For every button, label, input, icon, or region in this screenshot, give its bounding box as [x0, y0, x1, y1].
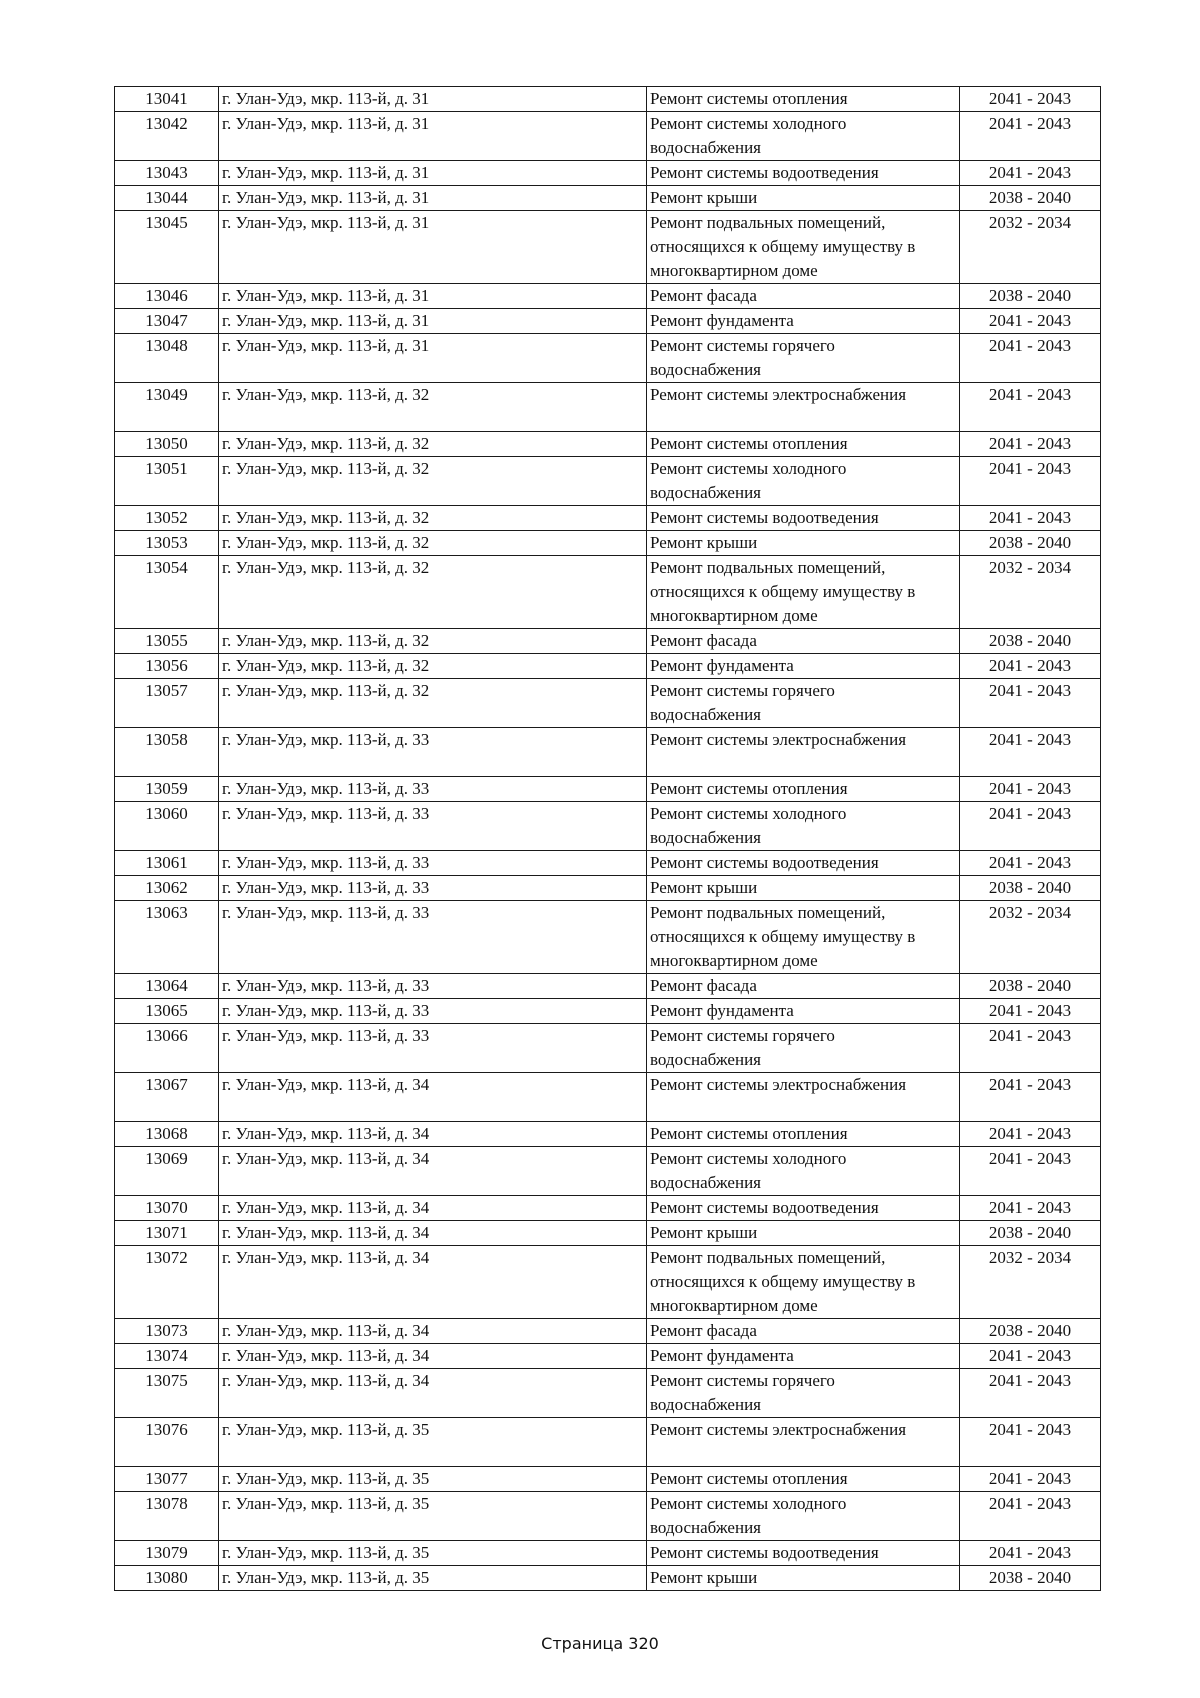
work-type-line: Ремонт фасада — [650, 976, 757, 995]
row-number-cell: 13060 — [115, 802, 219, 851]
table-row — [115, 186, 1101, 211]
work-type-line: водоснабжения — [650, 1050, 761, 1069]
work-type-line: Ремонт крыши — [650, 1568, 758, 1587]
address-cell: г. Улан-Удэ, мкр. 113-й, д. 33 — [219, 728, 647, 777]
period-cell: 2041 - 2043 — [960, 851, 1101, 876]
work-type-cell — [647, 1418, 960, 1467]
row-number-cell: 13044 — [115, 186, 219, 211]
work-type-cell — [647, 211, 960, 284]
work-type-line: Ремонт системы водоотведения — [650, 1543, 879, 1562]
row-number-cell: 13076 — [115, 1418, 219, 1467]
address-cell: г. Улан-Удэ, мкр. 113-й, д. 32 — [219, 679, 647, 728]
address-cell: г. Улан-Удэ, мкр. 113-й, д. 34 — [219, 1369, 647, 1418]
work-type-cell — [647, 654, 960, 679]
period-cell: 2041 - 2043 — [960, 334, 1101, 383]
period-cell: 2041 - 2043 — [960, 999, 1101, 1024]
period-cell: 2041 - 2043 — [960, 506, 1101, 531]
work-type-cell — [647, 334, 960, 383]
work-type-cell — [647, 1073, 960, 1122]
address-cell: г. Улан-Удэ, мкр. 113-й, д. 31 — [219, 334, 647, 383]
period-cell: 2041 - 2043 — [960, 1344, 1101, 1369]
address-cell: г. Улан-Удэ, мкр. 113-й, д. 32 — [219, 457, 647, 506]
work-type-line: относящихся к общему имуществу в — [650, 1272, 916, 1291]
address-cell: г. Улан-Удэ, мкр. 113-й, д. 34 — [219, 1122, 647, 1147]
period-cell: 2038 - 2040 — [960, 1319, 1101, 1344]
work-type-line: многоквартирном доме — [650, 1296, 818, 1315]
period-cell: 2032 - 2034 — [960, 901, 1101, 974]
work-type-cell — [647, 284, 960, 309]
work-type-line: Ремонт системы электроснабжения — [650, 730, 907, 749]
work-type-cell — [647, 999, 960, 1024]
table-row — [115, 383, 1101, 432]
work-type-line: Ремонт крыши — [650, 188, 758, 207]
work-type-line: относящихся к общему имуществу в — [650, 237, 916, 256]
work-type-line: Ремонт системы холодного — [650, 114, 847, 133]
table-row — [115, 1319, 1101, 1344]
work-type-line: Ремонт системы холодного — [650, 1494, 847, 1513]
work-type-line: Ремонт фасада — [650, 631, 757, 650]
address-cell: г. Улан-Удэ, мкр. 113-й, д. 35 — [219, 1418, 647, 1467]
table-row — [115, 556, 1101, 629]
address-cell: г. Улан-Удэ, мкр. 113-й, д. 33 — [219, 876, 647, 901]
work-type-line: Ремонт крыши — [650, 533, 758, 552]
period-cell: 2041 - 2043 — [960, 1492, 1101, 1541]
period-cell: 2041 - 2043 — [960, 112, 1101, 161]
work-type-line: Ремонт системы отопления — [650, 89, 848, 108]
work-type-line: Ремонт системы водоотведения — [650, 853, 879, 872]
work-type-line — [650, 1442, 955, 1466]
work-type-cell — [647, 1541, 960, 1566]
work-type-line: Ремонт системы отопления — [650, 1124, 848, 1143]
work-type-cell — [647, 777, 960, 802]
table-row — [115, 679, 1101, 728]
table-row — [115, 457, 1101, 506]
work-type-line — [650, 1097, 955, 1121]
work-type-line: Ремонт фундамента — [650, 1346, 794, 1365]
work-type-cell — [647, 87, 960, 112]
work-type-line: водоснабжения — [650, 1173, 761, 1192]
table-row — [115, 999, 1101, 1024]
work-type-line: водоснабжения — [650, 1518, 761, 1537]
work-type-cell — [647, 851, 960, 876]
period-cell: 2041 - 2043 — [960, 654, 1101, 679]
row-number-cell: 13053 — [115, 531, 219, 556]
address-cell: г. Улан-Удэ, мкр. 113-й, д. 31 — [219, 309, 647, 334]
address-cell: г. Улан-Удэ, мкр. 113-й, д. 34 — [219, 1196, 647, 1221]
address-cell: г. Улан-Удэ, мкр. 113-й, д. 34 — [219, 1344, 647, 1369]
address-cell: г. Улан-Удэ, мкр. 113-й, д. 31 — [219, 87, 647, 112]
table-row — [115, 309, 1101, 334]
page-number: Страница 320 — [541, 1634, 659, 1653]
work-type-cell — [647, 1024, 960, 1073]
work-type-cell — [647, 974, 960, 999]
address-cell: г. Улан-Удэ, мкр. 113-й, д. 32 — [219, 383, 647, 432]
work-type-cell — [647, 1122, 960, 1147]
table-row — [115, 1369, 1101, 1418]
address-cell: г. Улан-Удэ, мкр. 113-й, д. 33 — [219, 777, 647, 802]
work-type-cell — [647, 1492, 960, 1541]
address-cell: г. Улан-Удэ, мкр. 113-й, д. 35 — [219, 1467, 647, 1492]
work-type-line: Ремонт системы отопления — [650, 1469, 848, 1488]
period-cell: 2041 - 2043 — [960, 679, 1101, 728]
work-type-cell — [647, 556, 960, 629]
work-type-line: водоснабжения — [650, 138, 761, 157]
work-type-cell — [647, 531, 960, 556]
work-type-cell — [647, 679, 960, 728]
row-number-cell: 13054 — [115, 556, 219, 629]
work-type-line: Ремонт системы электроснабжения — [650, 1075, 907, 1094]
period-cell: 2041 - 2043 — [960, 1369, 1101, 1418]
row-number-cell: 13063 — [115, 901, 219, 974]
period-cell: 2032 - 2034 — [960, 211, 1101, 284]
table-row — [115, 728, 1101, 777]
table-row — [115, 1566, 1101, 1591]
address-cell: г. Улан-Удэ, мкр. 113-й, д. 31 — [219, 112, 647, 161]
address-cell: г. Улан-Удэ, мкр. 113-й, д. 35 — [219, 1566, 647, 1591]
table-row — [115, 1246, 1101, 1319]
row-number-cell: 13065 — [115, 999, 219, 1024]
work-type-cell — [647, 1319, 960, 1344]
row-number-cell: 13042 — [115, 112, 219, 161]
address-cell: г. Улан-Удэ, мкр. 113-й, д. 32 — [219, 432, 647, 457]
table-row — [115, 1541, 1101, 1566]
table-row — [115, 1418, 1101, 1467]
row-number-cell: 13056 — [115, 654, 219, 679]
table-row — [115, 1147, 1101, 1196]
work-type-line: Ремонт системы отопления — [650, 434, 848, 453]
work-type-line — [650, 752, 955, 776]
table-row — [115, 777, 1101, 802]
row-number-cell: 13062 — [115, 876, 219, 901]
period-cell: 2041 - 2043 — [960, 1122, 1101, 1147]
table-row — [115, 802, 1101, 851]
table-row — [115, 901, 1101, 974]
address-cell: г. Улан-Удэ, мкр. 113-й, д. 33 — [219, 851, 647, 876]
work-type-line: Ремонт системы электроснабжения — [650, 1420, 907, 1439]
period-cell: 2038 - 2040 — [960, 284, 1101, 309]
period-cell: 2041 - 2043 — [960, 87, 1101, 112]
row-number-cell: 13069 — [115, 1147, 219, 1196]
work-type-line: многоквартирном доме — [650, 951, 818, 970]
period-cell: 2041 - 2043 — [960, 1147, 1101, 1196]
period-cell: 2038 - 2040 — [960, 1566, 1101, 1591]
row-number-cell: 13052 — [115, 506, 219, 531]
row-number-cell: 13074 — [115, 1344, 219, 1369]
table-row — [115, 1467, 1101, 1492]
address-cell: г. Улан-Удэ, мкр. 113-й, д. 33 — [219, 802, 647, 851]
period-cell: 2041 - 2043 — [960, 777, 1101, 802]
period-cell: 2041 - 2043 — [960, 1073, 1101, 1122]
work-type-cell — [647, 1467, 960, 1492]
table-row — [115, 1221, 1101, 1246]
work-type-cell — [647, 1369, 960, 1418]
work-type-line: Ремонт системы горячего — [650, 681, 835, 700]
address-cell: г. Улан-Удэ, мкр. 113-й, д. 31 — [219, 284, 647, 309]
table-row — [115, 161, 1101, 186]
address-cell: г. Улан-Удэ, мкр. 113-й, д. 33 — [219, 999, 647, 1024]
address-cell: г. Улан-Удэ, мкр. 113-й, д. 35 — [219, 1492, 647, 1541]
work-type-cell — [647, 1246, 960, 1319]
work-type-line: Ремонт системы электроснабжения — [650, 385, 907, 404]
work-type-line: водоснабжения — [650, 828, 761, 847]
work-type-line: Ремонт фундамента — [650, 311, 794, 330]
work-type-cell — [647, 161, 960, 186]
table-body — [115, 87, 1101, 1591]
period-cell: 2038 - 2040 — [960, 531, 1101, 556]
work-type-cell — [647, 506, 960, 531]
work-type-cell — [647, 728, 960, 777]
period-cell: 2032 - 2034 — [960, 556, 1101, 629]
period-cell: 2041 - 2043 — [960, 1418, 1101, 1467]
address-cell: г. Улан-Удэ, мкр. 113-й, д. 34 — [219, 1221, 647, 1246]
period-cell: 2038 - 2040 — [960, 629, 1101, 654]
period-cell: 2041 - 2043 — [960, 802, 1101, 851]
work-type-line: Ремонт фундамента — [650, 1001, 794, 1020]
period-cell: 2041 - 2043 — [960, 432, 1101, 457]
row-number-cell: 13077 — [115, 1467, 219, 1492]
work-type-line: Ремонт системы горячего — [650, 1371, 835, 1390]
period-cell: 2041 - 2043 — [960, 161, 1101, 186]
row-number-cell: 13072 — [115, 1246, 219, 1319]
row-number-cell: 13051 — [115, 457, 219, 506]
work-type-line: многоквартирном доме — [650, 261, 818, 280]
work-type-cell — [647, 1221, 960, 1246]
row-number-cell: 13064 — [115, 974, 219, 999]
table-row — [115, 851, 1101, 876]
table-row — [115, 1073, 1101, 1122]
work-type-line: Ремонт подвальных помещений, — [650, 213, 886, 232]
work-type-cell — [647, 901, 960, 974]
address-cell: г. Улан-Удэ, мкр. 113-й, д. 31 — [219, 186, 647, 211]
work-type-cell — [647, 629, 960, 654]
row-number-cell: 13080 — [115, 1566, 219, 1591]
work-type-line: водоснабжения — [650, 705, 761, 724]
table-row — [115, 1492, 1101, 1541]
work-type-cell — [647, 457, 960, 506]
table-row — [115, 876, 1101, 901]
work-type-cell — [647, 432, 960, 457]
work-type-cell — [647, 383, 960, 432]
table-row — [115, 284, 1101, 309]
work-type-line: Ремонт фундамента — [650, 656, 794, 675]
address-cell: г. Улан-Удэ, мкр. 113-й, д. 31 — [219, 161, 647, 186]
work-type-cell — [647, 309, 960, 334]
table-row — [115, 334, 1101, 383]
work-type-line: Ремонт системы водоотведения — [650, 508, 879, 527]
table-row — [115, 1344, 1101, 1369]
address-cell: г. Улан-Удэ, мкр. 113-й, д. 32 — [219, 629, 647, 654]
row-number-cell: 13078 — [115, 1492, 219, 1541]
work-type-line: Ремонт крыши — [650, 1223, 758, 1242]
work-type-cell — [647, 186, 960, 211]
period-cell: 2041 - 2043 — [960, 309, 1101, 334]
work-type-line — [650, 407, 955, 431]
row-number-cell: 13073 — [115, 1319, 219, 1344]
row-number-cell: 13046 — [115, 284, 219, 309]
work-type-line: Ремонт крыши — [650, 878, 758, 897]
work-type-cell — [647, 1566, 960, 1591]
work-type-line: Ремонт фасада — [650, 1321, 757, 1340]
address-cell: г. Улан-Удэ, мкр. 113-й, д. 35 — [219, 1541, 647, 1566]
row-number-cell: 13070 — [115, 1196, 219, 1221]
table-row — [115, 1024, 1101, 1073]
row-number-cell: 13041 — [115, 87, 219, 112]
row-number-cell: 13047 — [115, 309, 219, 334]
period-cell: 2032 - 2034 — [960, 1246, 1101, 1319]
table-row — [115, 974, 1101, 999]
period-cell: 2041 - 2043 — [960, 1467, 1101, 1492]
period-cell: 2038 - 2040 — [960, 974, 1101, 999]
work-type-cell — [647, 802, 960, 851]
work-type-line: Ремонт системы холодного — [650, 804, 847, 823]
address-cell: г. Улан-Удэ, мкр. 113-й, д. 34 — [219, 1246, 647, 1319]
period-cell: 2041 - 2043 — [960, 1024, 1101, 1073]
row-number-cell: 13057 — [115, 679, 219, 728]
table-row — [115, 211, 1101, 284]
work-type-line: Ремонт системы водоотведения — [650, 163, 879, 182]
work-type-line: водоснабжения — [650, 360, 761, 379]
row-number-cell: 13079 — [115, 1541, 219, 1566]
work-type-cell — [647, 1344, 960, 1369]
row-number-cell: 13068 — [115, 1122, 219, 1147]
period-cell: 2038 - 2040 — [960, 1221, 1101, 1246]
row-number-cell: 13058 — [115, 728, 219, 777]
row-number-cell: 13049 — [115, 383, 219, 432]
work-type-line: относящихся к общему имуществу в — [650, 582, 916, 601]
row-number-cell: 13059 — [115, 777, 219, 802]
period-cell: 2038 - 2040 — [960, 876, 1101, 901]
row-number-cell: 13067 — [115, 1073, 219, 1122]
table-row — [115, 87, 1101, 112]
work-type-line: Ремонт системы отопления — [650, 779, 848, 798]
table-row — [115, 531, 1101, 556]
row-number-cell: 13050 — [115, 432, 219, 457]
work-type-line: водоснабжения — [650, 1395, 761, 1414]
period-cell: 2041 - 2043 — [960, 457, 1101, 506]
row-number-cell: 13066 — [115, 1024, 219, 1073]
table-row — [115, 1196, 1101, 1221]
work-type-line: Ремонт системы горячего — [650, 1026, 835, 1045]
work-type-line: многоквартирном доме — [650, 606, 818, 625]
table-row — [115, 432, 1101, 457]
row-number-cell: 13061 — [115, 851, 219, 876]
period-cell: 2041 - 2043 — [960, 1196, 1101, 1221]
address-cell: г. Улан-Удэ, мкр. 113-й, д. 32 — [219, 654, 647, 679]
work-type-line: водоснабжения — [650, 483, 761, 502]
row-number-cell: 13055 — [115, 629, 219, 654]
row-number-cell: 13043 — [115, 161, 219, 186]
work-type-line: Ремонт системы холодного — [650, 459, 847, 478]
row-number-cell: 13045 — [115, 211, 219, 284]
address-cell: г. Улан-Удэ, мкр. 113-й, д. 32 — [219, 531, 647, 556]
work-type-line: Ремонт подвальных помещений, — [650, 903, 886, 922]
table-row — [115, 654, 1101, 679]
row-number-cell: 13048 — [115, 334, 219, 383]
work-type-cell — [647, 1196, 960, 1221]
work-type-line: Ремонт фасада — [650, 286, 757, 305]
address-cell: г. Улан-Удэ, мкр. 113-й, д. 32 — [219, 506, 647, 531]
period-cell: 2041 - 2043 — [960, 383, 1101, 432]
work-type-line: Ремонт подвальных помещений, — [650, 558, 886, 577]
address-cell: г. Улан-Удэ, мкр. 113-й, д. 32 — [219, 556, 647, 629]
table-row — [115, 629, 1101, 654]
period-cell: 2041 - 2043 — [960, 728, 1101, 777]
work-type-cell — [647, 112, 960, 161]
work-type-line: Ремонт подвальных помещений, — [650, 1248, 886, 1267]
address-cell: г. Улан-Удэ, мкр. 113-й, д. 34 — [219, 1073, 647, 1122]
work-type-line: Ремонт системы холодного — [650, 1149, 847, 1168]
address-cell: г. Улан-Удэ, мкр. 113-й, д. 33 — [219, 901, 647, 974]
address-cell: г. Улан-Удэ, мкр. 113-й, д. 34 — [219, 1147, 647, 1196]
work-type-line: Ремонт системы водоотведения — [650, 1198, 879, 1217]
address-cell: г. Улан-Удэ, мкр. 113-й, д. 33 — [219, 974, 647, 999]
table-row — [115, 112, 1101, 161]
work-type-cell — [647, 876, 960, 901]
work-type-line: относящихся к общему имуществу в — [650, 927, 916, 946]
row-number-cell: 13071 — [115, 1221, 219, 1246]
repair-schedule-table — [114, 86, 1101, 1591]
work-type-cell — [647, 1147, 960, 1196]
address-cell: г. Улан-Удэ, мкр. 113-й, д. 34 — [219, 1319, 647, 1344]
period-cell: 2038 - 2040 — [960, 186, 1101, 211]
table-row — [115, 1122, 1101, 1147]
row-number-cell: 13075 — [115, 1369, 219, 1418]
period-cell: 2041 - 2043 — [960, 1541, 1101, 1566]
work-type-line: Ремонт системы горячего — [650, 336, 835, 355]
address-cell: г. Улан-Удэ, мкр. 113-й, д. 31 — [219, 211, 647, 284]
table-row — [115, 506, 1101, 531]
address-cell: г. Улан-Удэ, мкр. 113-й, д. 33 — [219, 1024, 647, 1073]
